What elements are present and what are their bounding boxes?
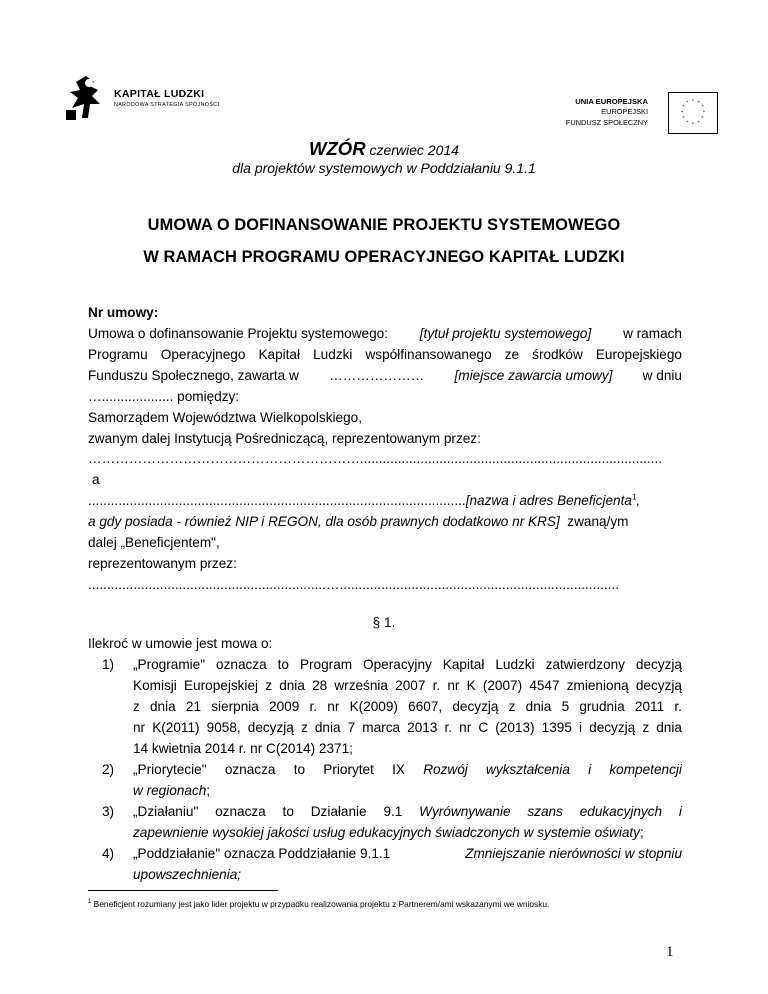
definition-1-line-4: nr K(2011) 9058, decyzją z dnia 7 marca 2013 r. nr C (2013) 1395 i decyzją z dnia	[133, 720, 682, 735]
definition-1-line-5: 14 kwietnia 2014 r. nr C(2014) 2371;	[133, 741, 353, 756]
eu-logo-line3: FUNDUSZ SPOŁECZNY	[565, 117, 648, 127]
definition-2-number: 2)	[102, 762, 115, 777]
kl-logo-title: KAPITAŁ LUDZKI	[114, 88, 205, 100]
paragraph-line-2: Programu Operacyjnego Kapitał Ludzki współfinansowanego ze środków Europejskiego	[88, 347, 682, 362]
contract-title-line1: UMOWA O DOFINANSOWANIE PROJEKTU SYSTEMOWEGO	[147, 216, 621, 234]
p7b: zwaną/ym	[567, 514, 629, 529]
paragraph-line-9: reprezentowanym przez:	[88, 556, 237, 571]
footnote-number: 1	[88, 899, 92, 905]
svg-text:*: *	[702, 110, 706, 116]
beneficiary-end: ,	[636, 493, 641, 508]
paragraph-line-8: dalej „Beneficjentem",	[88, 535, 220, 550]
dotted-fill-2: ....................................................................................................	[88, 493, 466, 508]
definition-2-line-2: w regionach;	[133, 783, 211, 798]
p1a: Umowa o dofinansowanie Projektu systemowego:	[88, 326, 388, 341]
paragraph-line-7	[88, 514, 682, 529]
eu-logo-line2: EUROPEJSKI	[601, 107, 648, 117]
definition-1-line-3: z dnia 21 sierpnia 2009 r. nr K(2009) 6607, decyzją z dnia 5 grudnia 2011 r.	[133, 699, 682, 714]
project-title-placeholder: [tytuł projektu systemowego]	[419, 326, 592, 341]
svg-text:*: *	[682, 105, 685, 111]
definition-3-number: 3)	[102, 804, 115, 819]
eu-flag-icon	[668, 92, 718, 134]
paragraph-line-4: …................... pomiędzy:	[88, 389, 240, 404]
nip-regon-note: a gdy posiada - również NIP i REGON, dla osób prawnych dodatkowo nr KRS]	[88, 514, 560, 529]
template-heading	[0, 138, 768, 160]
paragraph-line-6: zwanym dalej Instytucją Pośredniczącą, reprezentowanym przez:	[88, 431, 481, 446]
page-number: 1	[666, 944, 674, 960]
template-date: czerwiec 2014	[369, 142, 459, 158]
definition-1-line-1: „Programie" oznacza to Program Operacyjny Kapitał Ludzki zatwierdzony decyzją	[133, 657, 682, 672]
dotted-line-1: ……………………………………………………................................................................................	[88, 451, 663, 466]
footnote-ref: 1	[631, 493, 637, 502]
p3b: …………………	[329, 368, 425, 383]
definition-4-line-1: „Poddziałanie" oznacza Poddziałanie 9.1.1 Zmniejszanie nierówności w stopniu	[133, 846, 682, 861]
eu-logo-line1: UNIA EUROPEJSKA	[575, 97, 648, 106]
section-1-heading: § 1.	[372, 615, 396, 630]
beneficiary-placeholder: [nazwa i adres Beneficjenta	[465, 493, 632, 508]
p3d: w dniu	[642, 368, 682, 383]
p1c: w ramach	[623, 326, 682, 341]
eu-logo	[560, 92, 718, 136]
template-subtitle: dla projektów systemowych w Poddziałaniu 9.1.1	[232, 160, 536, 176]
conjunction-a: a	[92, 472, 100, 487]
svg-text:*: *	[686, 120, 689, 126]
footnote-separator	[88, 890, 278, 891]
wzor-label: WZÓR	[309, 138, 366, 159]
definition-1-line-2: Komisji Europejskiej z dnia 28 września 2007 r. nr K (2007) 4547 zmienioną decyzją	[133, 678, 682, 693]
definition-4-line-2: upowszechnienia;	[133, 867, 242, 882]
footnote-text: Beneficjent rozumiany jest jako lider projektu w przypadku realizowania projektu z Partnerem/ami wskazanymi we wniosku.	[91, 899, 550, 909]
svg-text:*: *	[701, 116, 704, 122]
contract-number-label: Nr umowy:	[88, 305, 159, 320]
svg-text:*: *	[686, 100, 689, 106]
human-figure-icon	[64, 74, 108, 122]
svg-text:*: *	[691, 99, 695, 105]
definition-3-line-1: „Działaniu" oznacza to Działanie 9.1 Wyrównywanie szans edukacyjnych i	[133, 804, 682, 819]
definitions-intro: Ilekroć w umowie jest mowa o:	[88, 636, 273, 651]
svg-text:*: *	[680, 110, 684, 116]
definition-2-line-1: „Priorytecie" oznacza to Priorytet IX Rozwój wykształcenia i kompetencji	[133, 762, 682, 777]
kapital-ludzki-logo	[64, 74, 234, 122]
svg-text:*: *	[697, 100, 700, 106]
footnote	[88, 899, 549, 909]
p3a: Funduszu Społecznego, zawarta w	[88, 368, 299, 383]
dotted-line-3: ...............................................................…..........................................................................	[88, 577, 620, 592]
eu-logo-text	[566, 97, 648, 128]
contract-title-line2: W RAMACH PROGRAMU OPERACYJNEGO KAPITAŁ LUDZKI	[143, 248, 625, 266]
paragraph-line-5: Samorządem Województwa Wielkopolskiego,	[88, 410, 363, 425]
place-placeholder: [miejsce zawarcia umowy]	[454, 368, 613, 383]
definition-4-number: 4)	[102, 846, 115, 861]
definition-1-number: 1)	[102, 657, 115, 672]
beneficiary-line	[88, 493, 682, 508]
svg-text:*: *	[691, 122, 695, 128]
paragraph-line-3	[88, 368, 682, 383]
kl-logo-subtitle: NARODOWA STRATEGIA SPÓJNOŚCI	[114, 102, 220, 108]
definition-3-line-2: zapewnienie wysokiej jakości usług edukacyjnych świadczonych w systemie oświaty;	[133, 825, 644, 840]
paragraph-line-1	[88, 326, 682, 341]
svg-text:*: *	[701, 105, 704, 111]
svg-text:*: *	[682, 116, 685, 122]
svg-text:*: *	[697, 120, 700, 126]
